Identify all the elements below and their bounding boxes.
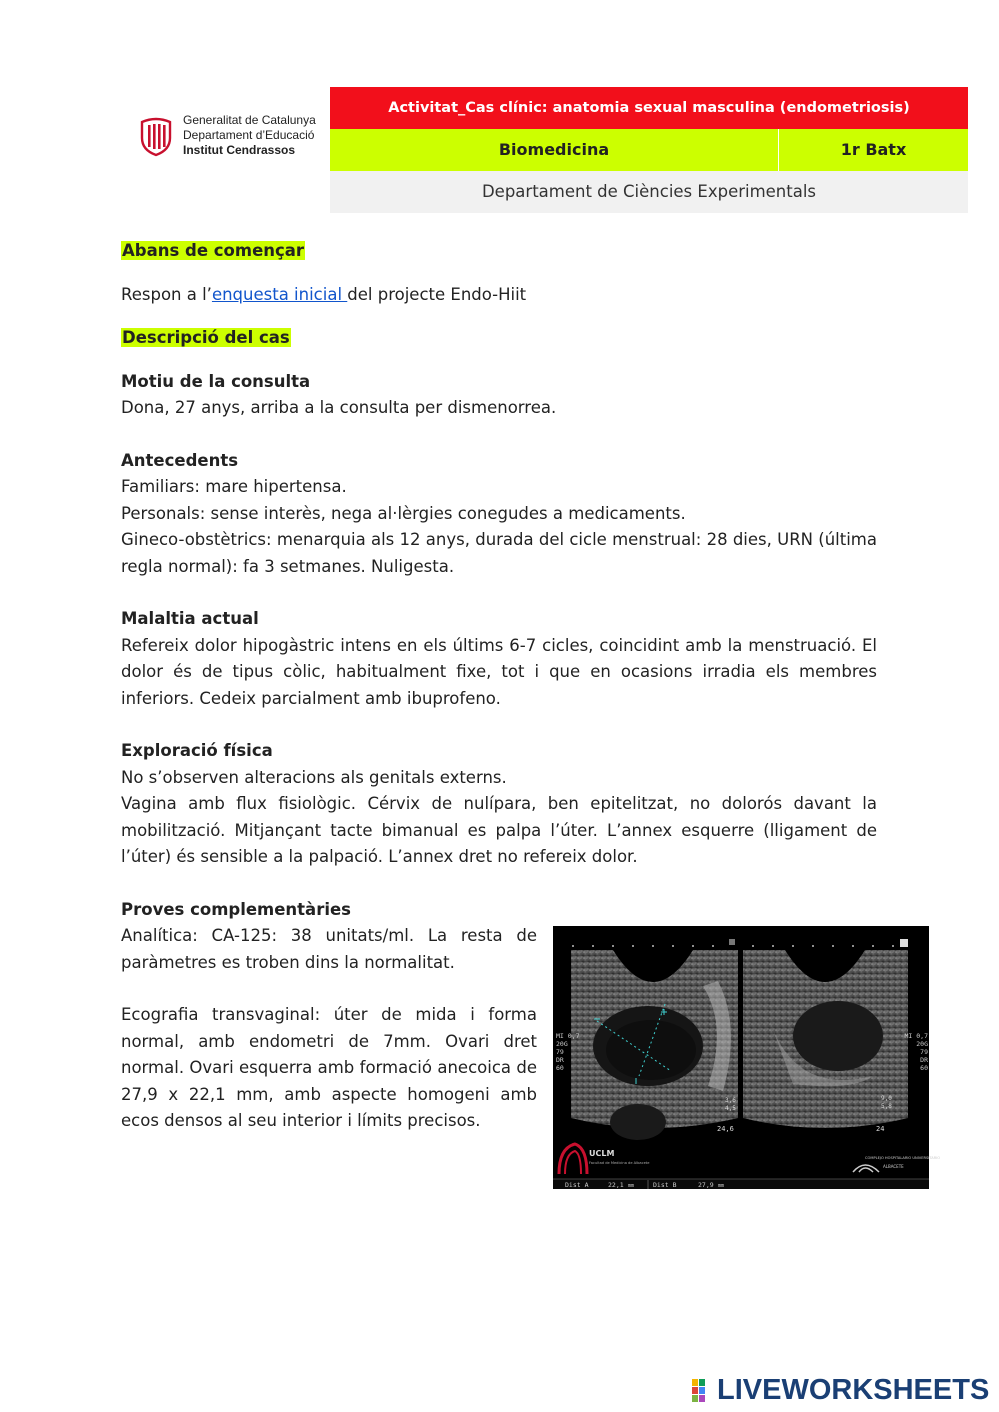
descripcio-heading: Descripció del cas [122, 328, 290, 347]
us-right-label-1: MI 0,7 [904, 1032, 928, 1040]
subject-cell: Biomedicina [330, 129, 779, 171]
exploracio-heading: Exploració física [121, 741, 273, 760]
motiu-heading: Motiu de la consulta [121, 371, 311, 391]
logo-line-2: Departament d’Educació [183, 128, 315, 142]
motiu-text: Dona, 27 anys, arriba a la consulta per dismenorrea. [121, 398, 557, 417]
us-left-label-5: 60 [556, 1064, 564, 1072]
antecedents-heading: Antecedents [121, 450, 239, 470]
survey-text-after: del projecte Endo-Hiit [347, 284, 527, 304]
activity-title: Activitat_Cas clínic: anatomia sexual masculina (endometriosis) [330, 87, 968, 129]
us-left-label-4: DR [556, 1056, 564, 1064]
generalitat-emblem-icon [139, 116, 173, 156]
initial-survey-link[interactable]: enquesta inicial [211, 284, 348, 304]
us-center-right-1: 9,0 [881, 1095, 892, 1102]
us-left-label-1: MI 0,7 [556, 1032, 580, 1040]
dist-a-label: Dist A [565, 1181, 589, 1189]
dist-a-unit: mm [628, 1183, 635, 1189]
abans-heading: Abans de començar [122, 241, 305, 260]
transvaginal-ultrasound-image [553, 926, 941, 1189]
proves-analitica: Analítica: CA-125: 38 unitats/ml. La resta de paràmetres es troben dins la normalitat. [121, 926, 537, 972]
antecedents-familiars: Familiars: mare hipertensa. [121, 477, 347, 496]
exploracio-p1: No s’observen alteracions als genitals externs. [121, 767, 507, 787]
dist-b-unit: mm [718, 1183, 725, 1189]
liveworksheets-brand [692, 1374, 989, 1407]
survey-paragraph [121, 282, 877, 309]
us-left-depth: 24,6 [717, 1125, 734, 1133]
us-center-right-2: 5,8 [881, 1103, 892, 1110]
logo-line-1: Generalitat de Catalunya [183, 113, 316, 127]
us-right-label-5: 60 [920, 1064, 928, 1072]
antecedents-personals: Personals: sense interès, nega al·lèrgies conegudes a medicaments. [121, 503, 686, 523]
malaltia-text: Refereix dolor hipogàstric intens en els últims 6-7 cicles, coincidint amb la menstruació. El dolor és de tipus còlic, habitualment fixe, tot i que en ocasions irradia els membres inferiors. Cedeix parcialment amb ibuprofeno. [121, 635, 877, 708]
liveworksheets-text: LIVEWORKSHEETS [717, 1374, 990, 1406]
survey-text-before: Respon a l’ [121, 284, 212, 304]
hospital-text-2: ALBACETE [883, 1164, 904, 1169]
us-center-left-1: 3,6 [725, 1097, 736, 1104]
dist-b-label: Dist B [653, 1181, 677, 1189]
institution-logo [139, 113, 316, 158]
us-left-label-2: 20G [556, 1040, 568, 1048]
us-right-label-4: DR [920, 1056, 928, 1064]
exploracio-p2: Vagina amb flux fisiològic. Cérvix de nulípara, ben epitelitzat, no dolorós davant la mobilització. Mitjançant tacte bimanual es palpa l’úter. L’annex esquerre (lligament de l’úter) és sensible a la palpació. L’annex dret no refereix dolor. [121, 794, 877, 866]
level-cell: 1r Batx [779, 129, 968, 171]
us-right-depth: 24 [876, 1125, 885, 1133]
us-left-label-3: 79 [556, 1048, 564, 1056]
us-right-label-2: 20G [916, 1040, 928, 1048]
uclm-text: UCLM [589, 1149, 615, 1158]
dist-a-value: 22,1 [608, 1181, 624, 1189]
dist-b-value: 27,9 [698, 1181, 714, 1189]
header-table [330, 87, 968, 213]
hospital-text-1: COMPLEJO HOSPITALARIO UNIVERSITARIO [865, 1156, 941, 1160]
us-right-label-3: 79 [920, 1048, 928, 1056]
proves-ecografia: Ecografia transvaginal: úter de mida i forma normal, amb endometri de 7mm. Ovari dret normal. Ovari esquerra amb formació anecoica de 27,9 x 22,1 mm, amb aspecte homogeni amb ecos densos al seu interior i límits precisos. [121, 1005, 537, 1130]
malaltia-heading: Malaltia actual [121, 609, 259, 628]
department-cell: Departament de Ciències Experimentals [330, 171, 968, 213]
proves-heading: Proves complementàries [121, 899, 352, 919]
uclm-subtext: Facultad de Medicina de Albacete [589, 1161, 650, 1165]
ultrasound-graphic [553, 926, 941, 1189]
antecedents-gineco: Gineco-obstètrics: menarquia als 12 anys, durada del cicle menstrual: 28 dies, URN (última regla normal): fa 3 setmanes. Nuligesta. [121, 530, 877, 576]
logo-line-3: Institut Cendrassos [183, 143, 296, 157]
liveworksheets-logo-icon [692, 1379, 714, 1403]
us-center-left-2: 4,5 [725, 1105, 736, 1112]
